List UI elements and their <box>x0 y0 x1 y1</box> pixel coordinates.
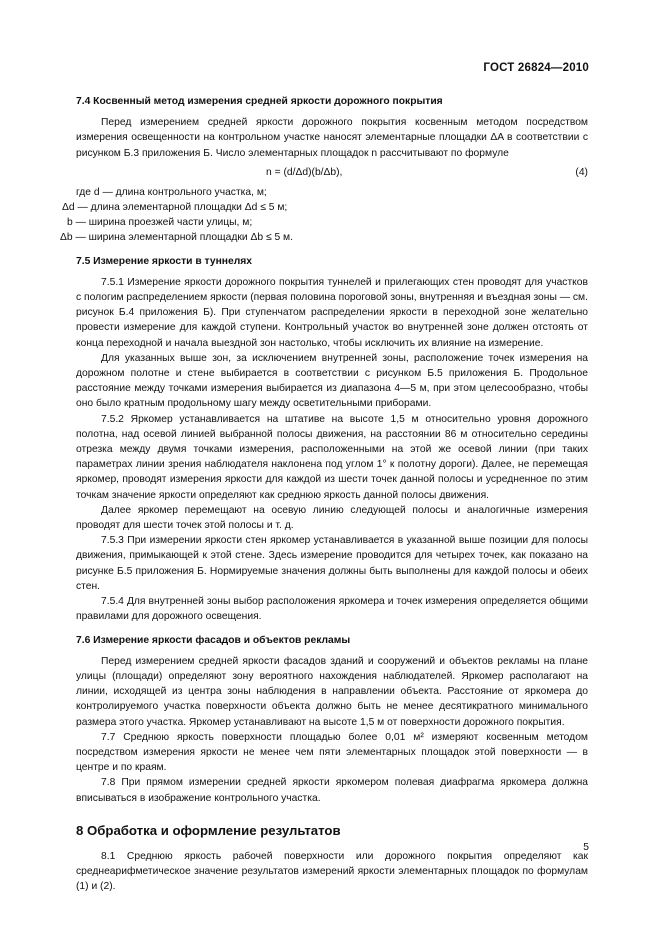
section-7-6-paragraph: Перед измерением средней яркости фасадов зданий и сооружений и объектов рекламы на плане улицы (площади) определяют зону вероятного нахождения наблюдателей. Яркомер располагают на линии, исходящей из центра зоны наблюдения в направлении объекта. Расстояние от яркомера до контролируемого участка поверхности объекта должно быть не менее десятикратного минимального размера этого участка. Яркомер устанавливают на высоте 1,5 м от поверхности дорожного покрытия. <box>76 655 588 728</box>
section-7-5-4-paragraph: 7.5.4 Для внутренней зоны выбор расположения яркомера и точек измерения определяется общими правилами для дорожного освещения. <box>76 596 588 623</box>
legend-item: где d — длина контрольного участка, м; <box>76 186 267 198</box>
formula-number: (4) <box>575 166 588 178</box>
section-7-7-paragraph: 7.7 Среднюю яркость поверхности площадью более 0,01 м² измеряют косвенным методом посредством измерения яркости не менее чем пяти элементарных площадок этой поверхности — в центре и по краям. <box>76 731 588 774</box>
section-8-1-paragraph: 8.1 Среднюю яркость рабочей поверхности или дорожного покрытия определяют как среднеарифметическое значение результатов измерений яркости элементарных площадок по формулам (1) и (2). <box>76 850 588 893</box>
section-8-title: 8 Обработка и оформление результатов <box>76 822 341 838</box>
section-7-5-1-paragraph-2: Для указанных выше зон, за исключением внутренней зоны, расположение точек измерения на дорожном полотне и стене выбирается в соответствии с рисунком Б.5 приложения Б. Продольное расстояние между точками измерения выбирается из диапазона 4—5 м, при этом целесообразно, чтобы оно было кратным продольному шагу между осветительными приборами. <box>76 352 588 410</box>
section-7-6-title: 7.6 Измерение яркости фасадов и объектов рекламы <box>76 634 351 646</box>
legend-item: Δb — ширина элементарной площадки Δb ≤ 5 м. <box>60 232 293 244</box>
legend-item: b — ширина проезжей части улицы, м; <box>67 217 253 229</box>
formula-legend <box>60 185 588 246</box>
section-7-5-2-paragraph-2: Далее яркомер перемещают на осевую линию следующей полосы и аналогичные измерения проводят для шести точек этой полосы и т. д. <box>76 504 588 532</box>
section-7-5-3-paragraph: 7.5.3 При измерении яркости стен яркомер устанавливается в указанной выше позиции для полосы движения, примыкающей к этой стене. Здесь измерение проводится для четырех точек, как показано на рисунке Б.5 приложения Б. Нормируемые значения должны быть выполнены для каждой полосы и обеих стен. <box>76 535 588 592</box>
section-7-5-title: 7.5 Измерение яркости в туннелях <box>76 255 253 267</box>
section-7-4-paragraph: Перед измерением средней яркости дорожного покрытия косвенным методом посредством измерения освещенности на контрольном участке наносят элементарные площадки ΔA в соответствии с рисунком Б.3 приложения Б. Число элементарных площадок n рассчитывают по формуле <box>76 117 588 159</box>
standard-code-header: ГОСТ 26824—2010 <box>483 62 589 74</box>
section-7-5-2-paragraph: 7.5.2 Яркомер устанавливается на штативе на высоте 1,5 м относительно уровня дорожного полотна, над осевой линией выбранной полосы движения, на расстоянии 86 м относительно середины отрезка между двумя точками измерения, расположенными на этой же осевой линии (при таких параметрах линии зрения наблюдателя наклонена под углом 1° к полотну дороги). Далее, не перемещая яркомер, проводят измерения яркости для каждой из шести точек данной полосы и усредненное по этим точкам значение яркости определяют как среднюю яркость данной полосы движения. <box>76 413 588 501</box>
formula-expression: n = (d/Δd)(b/Δb), <box>266 166 343 178</box>
legend-item: Δd — длина элементарной площадки Δd ≤ 5 м; <box>62 202 288 214</box>
section-7-8-paragraph: 7.8 При прямом измерении средней яркости яркомером полевая диафрагма яркомера должна вписываться в изображение контрольного участка. <box>76 777 588 804</box>
section-7-4-title: 7.4 Косвенный метод измерения средней яркости дорожного покрытия <box>76 96 443 107</box>
section-7-5-1-paragraph: 7.5.1 Измерение яркости дорожного покрытия туннелей и прилегающих стен проводят для участков с пологим распределением яркости (первая половина пороговой зоны, внутренняя и въездная зоны — см. рисунок Б.4 приложения Б). При ступенчатом распределении яркости в переходной зоне желательно провести измерение для каждой ступени. Контрольный участок во внутренней зоне должен отстоять от конца переходной и начала выездной зон настолько, чтобы исключить их влияние на измерение. <box>76 276 588 349</box>
page-content <box>60 94 588 894</box>
formula-4 <box>76 163 588 183</box>
page-number: 5 <box>583 842 589 853</box>
